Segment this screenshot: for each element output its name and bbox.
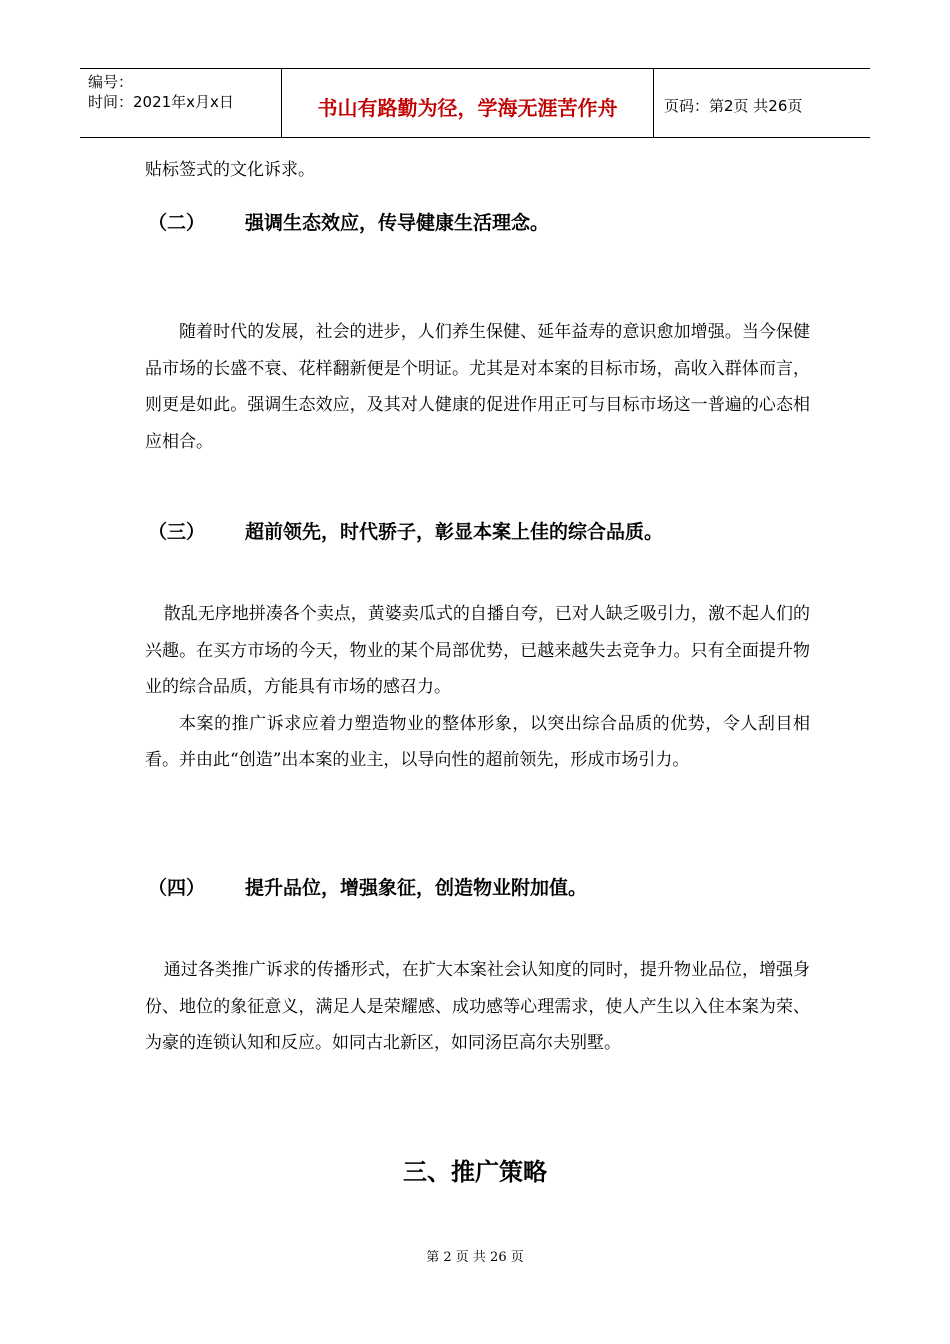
header-page-info: 页码：第2页 共26页 (664, 96, 803, 115)
page-header (80, 68, 870, 138)
section-number: （二） (148, 212, 206, 234)
body-paragraph: 通过各类推广诉求的传播形式，在扩大本案社会认知度的同时，提升物业品位，增强身份、地位的象征意义，满足人是荣耀感、成功感等心理需求，使人产生以入住本案为荣、为豪的连锁认知和反应。如同古北新区，如同汤臣高尔夫别墅。 (145, 960, 810, 1053)
section-number: （四） (148, 877, 206, 899)
body-paragraph: 随着时代的发展，社会的进步，人们养生保健、延年益寿的意识愈加增强。当今保健品市场的长盛不衰、花样翻新便是个明证。尤其是对本案的目标市场，高收入群体而言，则更是如此。强调生态效应，及其对人健康的促进作用正可与目标市场这一普遍的心态相应相合。 (145, 322, 810, 452)
chapter-title: 三、推广策略 (403, 1158, 547, 1186)
body-paragraph: 散乱无序地拼凑各个卖点，黄婆卖瓜式的自播自夸，已对人缺乏吸引力，激不起人们的兴趣。在买方市场的今天，物业的某个局部优势，已越来越失去竞争力。只有全面提升物业的综合品质，方能具有市场的感召力。 (145, 604, 810, 697)
section-title: 强调生态效应，传导健康生活理念。 (245, 212, 550, 234)
header-motto: 书山有路勤为径，学海无涯苦作舟 (282, 69, 654, 137)
section-body-3 (145, 596, 810, 779)
page-footer: 第 2 页 共 26 页 (426, 1250, 524, 1265)
section-body-4 (145, 952, 810, 1062)
section-number: （三） (148, 521, 206, 543)
continuation-text (145, 152, 810, 189)
header-meta (80, 69, 282, 137)
body-paragraph: 本案的推广诉求应着力塑造物业的整体形象，以突出综合品质的优势，令人刮目相看。并由此“创造”出本案的业主，以导向性的超前领先，形成市场引力。 (145, 713, 810, 770)
section-heading-4 (148, 873, 587, 900)
section-title: 超前领先，时代骄子，彰显本案上佳的综合品质。 (245, 521, 664, 543)
time-label: 时间：2021年x月x日 (88, 93, 234, 111)
section-heading-3 (148, 517, 663, 544)
serial-label: 编号： (88, 73, 134, 91)
section-title: 提升品位，增强象征，创造物业附加值。 (245, 877, 588, 899)
section-heading-2 (148, 208, 549, 235)
continuation-paragraph: 贴标签式的文化诉求。 (145, 160, 315, 180)
section-body-2 (145, 314, 810, 460)
